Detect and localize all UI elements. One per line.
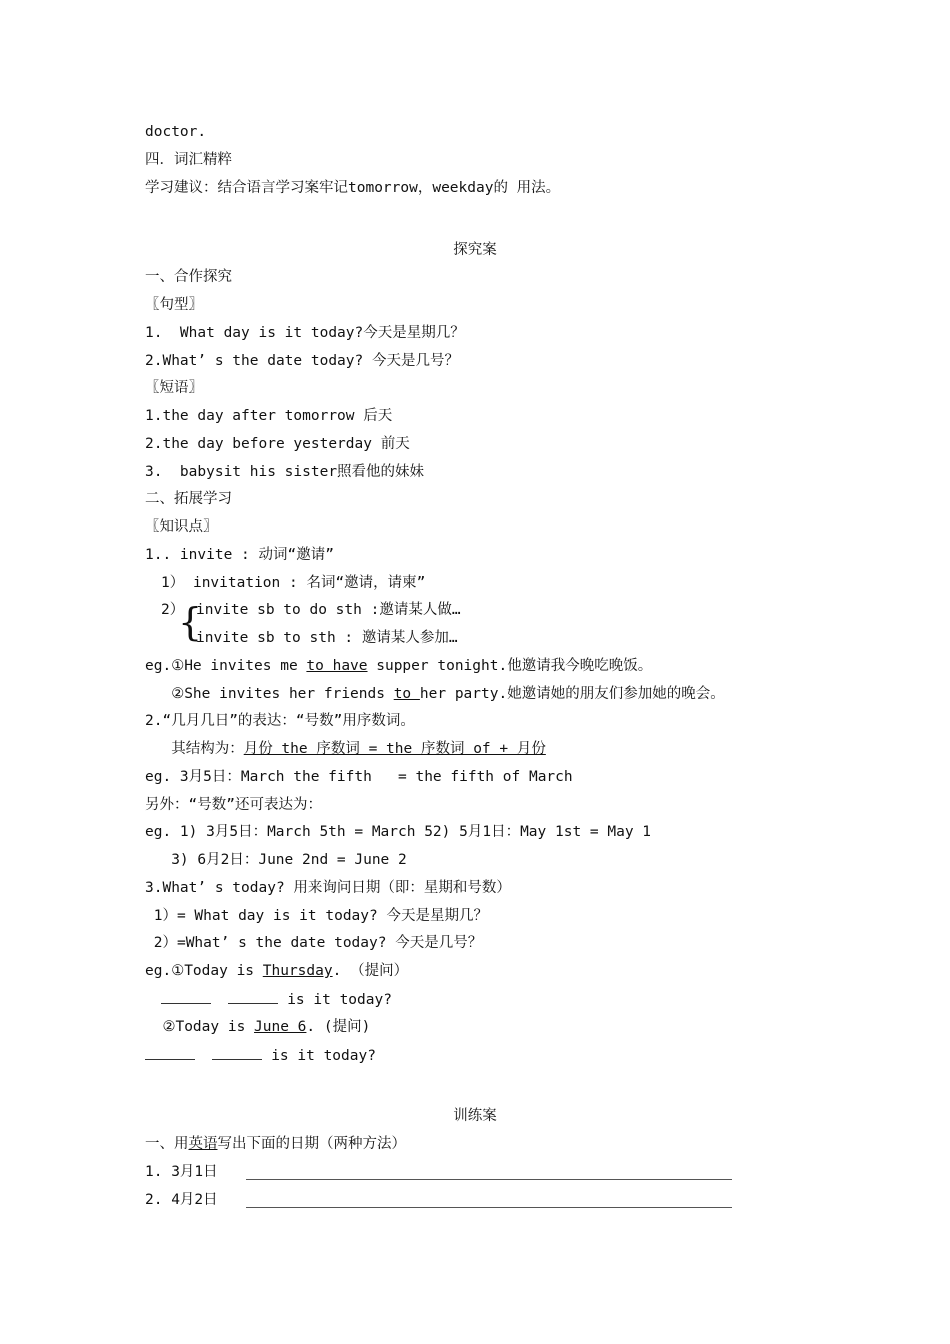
page-title: 训练案: [453, 1108, 497, 1124]
section-heading: 一、合作探究: [145, 269, 232, 285]
text-line: 1. What day is it today?今天是星期几？: [145, 325, 465, 341]
answer-line[interactable]: [246, 1179, 732, 1180]
exercise-item: 2. 4月2日: [145, 1192, 218, 1208]
text-line: 1） invitation : 名词“邀请，请柬”: [161, 575, 426, 591]
answer-blank[interactable]: [145, 1045, 195, 1060]
brace-symbol: {: [178, 600, 203, 644]
example-line: eg. 3月5日：March the fifth = the fifth of March: [145, 769, 573, 785]
subheading: 〖短语〗: [145, 380, 203, 396]
text-line: 3.What’ s today? 用来询问日期（即：星期和号数）: [145, 880, 511, 896]
text-line: 1.the day after tomorrow 后天: [145, 408, 393, 424]
answer-blank[interactable]: [212, 1045, 262, 1060]
text-line: doctor.: [145, 124, 207, 140]
answer-blank[interactable]: [228, 989, 278, 1004]
answer-line[interactable]: [246, 1207, 732, 1208]
example-line: ②She invites her friends to her party.她邀请她的朋友们参加她的晚会。: [145, 686, 725, 702]
exercise-item: 1. 3月1日: [145, 1164, 218, 1180]
example-line: 3) 6月2日：June 2nd = June 2: [145, 852, 407, 868]
text-line: 学习建议：结合语言学习案牢记tomorrow，weekday的 用法。: [145, 180, 561, 196]
question-line: eg.①Today is Thursday. （提问）: [145, 963, 409, 979]
example-line: eg. 1) 3月5日：March 5th = March 52) 5月1日：May 1st = May 1: [145, 824, 652, 840]
text-line: 其结构为：月份 the 序数词 = the 序数词 of + 月份: [145, 741, 546, 757]
text-line: 2）=What’ s the date today? 今天是几号？: [145, 935, 483, 951]
text-line: 2.the day before yesterday 前天: [145, 436, 410, 452]
subheading: 〖句型〗: [145, 297, 203, 313]
section-heading: 四．词汇精粹: [145, 152, 232, 168]
text-line: 另外：“号数”还可表达为：: [145, 797, 322, 813]
text-line: 2.“几月几日”的表达：“号数”用序数词。: [145, 713, 415, 729]
answer-blank[interactable]: [161, 989, 211, 1004]
page-title: 探究案: [453, 242, 497, 258]
fill-blank-line: is it today?: [161, 989, 392, 1010]
text-line: 2）: [161, 602, 185, 618]
text-line: 3. babysit his sister照看他的妹妹: [145, 464, 425, 480]
subheading: 〖知识点〗: [145, 519, 218, 535]
section-heading: 二、拓展学习: [145, 491, 232, 507]
fill-blank-line: is it today?: [145, 1045, 376, 1066]
text-line: 1.. invite : 动词“邀请”: [145, 547, 334, 563]
question-line: ②Today is June 6. (提问): [145, 1019, 371, 1035]
text-line: invite sb to do sth :邀请某人做…: [196, 602, 461, 618]
example-line: eg.①He invites me to have supper tonight.他邀请我今晚吃晚饭。: [145, 658, 653, 674]
text-line: 1）= What day is it today? 今天是星期几？: [145, 908, 488, 924]
text-line: 2.What’ s the date today? 今天是几号？: [145, 353, 459, 369]
section-heading: 一、用英语写出下面的日期（两种方法）: [145, 1136, 406, 1152]
text-line: invite sb to sth : 邀请某人参加…: [196, 630, 458, 646]
